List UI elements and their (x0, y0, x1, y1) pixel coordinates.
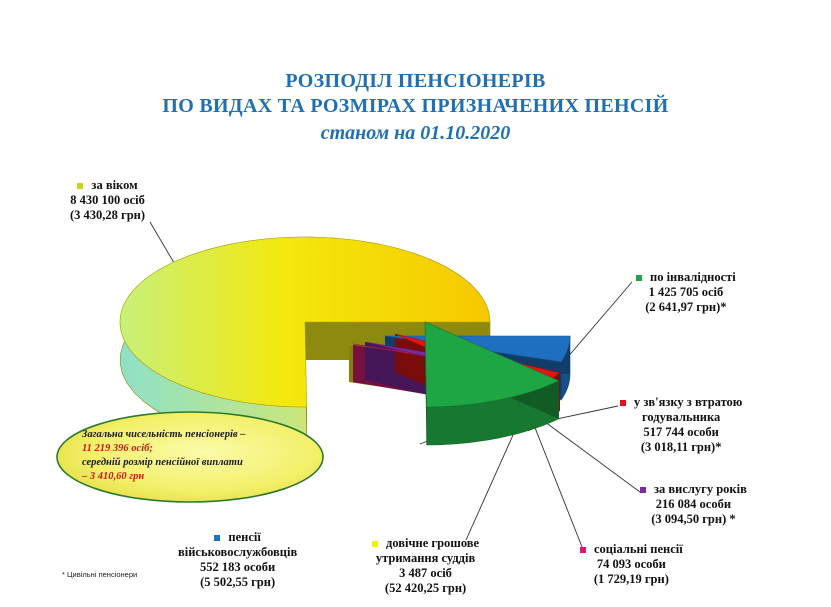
label-survivor-title: у зв'язку з втратою (634, 395, 743, 409)
label-old-age-count: 8 430 100 осіб (70, 193, 145, 207)
summary-line1: Загальна чисельність пенсіонерів – (82, 429, 246, 440)
label-social-count: 74 093 особи (596, 557, 666, 571)
label-military-count: 552 183 особи (199, 560, 276, 574)
label-old-age-avg: (3 430,28 грн) (70, 208, 146, 222)
chart-title-line2: ПО ВИДАХ ТА РОЗМІРАХ ПРИЗНАЧЕНИХ ПЕНСІЙ (162, 95, 669, 117)
label-judges (372, 536, 479, 596)
label-disability-count: 1 425 705 осіб (648, 285, 724, 299)
label-judges-l2: утримання суддів (375, 551, 476, 565)
label-social-avg: (1 729,19 грн) (593, 572, 669, 586)
summary-text (82, 428, 344, 484)
legend-swatch-service (640, 487, 646, 493)
leader-line-old-age (150, 222, 174, 262)
label-judges-count: 3 487 осіб (399, 566, 452, 580)
label-disability-title: по інвалідності (650, 270, 736, 284)
summary-line4: – 3 410,60 грн (82, 471, 145, 482)
label-old-age-title: за віком (91, 178, 138, 192)
label-judges-title: довічне грошове (386, 536, 480, 550)
legend-swatch-survivor (620, 400, 626, 406)
label-military-avg: (5 502,55 грн) (200, 575, 276, 589)
label-disability (636, 270, 736, 315)
label-social (580, 542, 683, 587)
legend-swatch-disability (636, 275, 642, 281)
summary-line3: середній розмір пенсійної виплати (82, 457, 243, 468)
leader-line-social (528, 410, 584, 552)
label-survivor-l2: годувальника (642, 410, 721, 424)
label-judges-avg: (52 420,25 грн) (384, 581, 467, 595)
label-survivor-count: 517 744 особи (643, 425, 719, 439)
label-service-avg: (3 094,50 грн) * (651, 512, 736, 526)
label-old-age (70, 178, 145, 223)
legend-swatch-social (580, 547, 586, 553)
label-service-count: 216 084 особи (655, 497, 732, 511)
label-disability-avg: (2 641,97 грн)* (645, 300, 727, 314)
label-military (178, 530, 297, 590)
label-service (640, 482, 747, 527)
legend-swatch-old-age (77, 183, 83, 189)
label-social-title: соціальні пенсії (594, 542, 683, 556)
label-service-title: за вислугу років (654, 482, 747, 496)
label-survivor-avg: (3 018,11 грн)* (640, 440, 722, 454)
legend-swatch-military (214, 535, 220, 541)
chart-title-line1: РОЗПОДІЛ ПЕНСІОНЕРІВ (285, 70, 546, 92)
summary-line2: 11 219 396 осіб; (82, 443, 153, 454)
label-military-l2: військовослужбовців (178, 545, 298, 559)
legend-swatch-judges (372, 541, 378, 547)
chart-title-date: станом на 01.10.2020 (320, 122, 511, 144)
label-survivor (620, 395, 742, 455)
footnote: * Цивільні пенсіонери (62, 570, 138, 579)
label-military-title: пенсії (228, 530, 261, 544)
